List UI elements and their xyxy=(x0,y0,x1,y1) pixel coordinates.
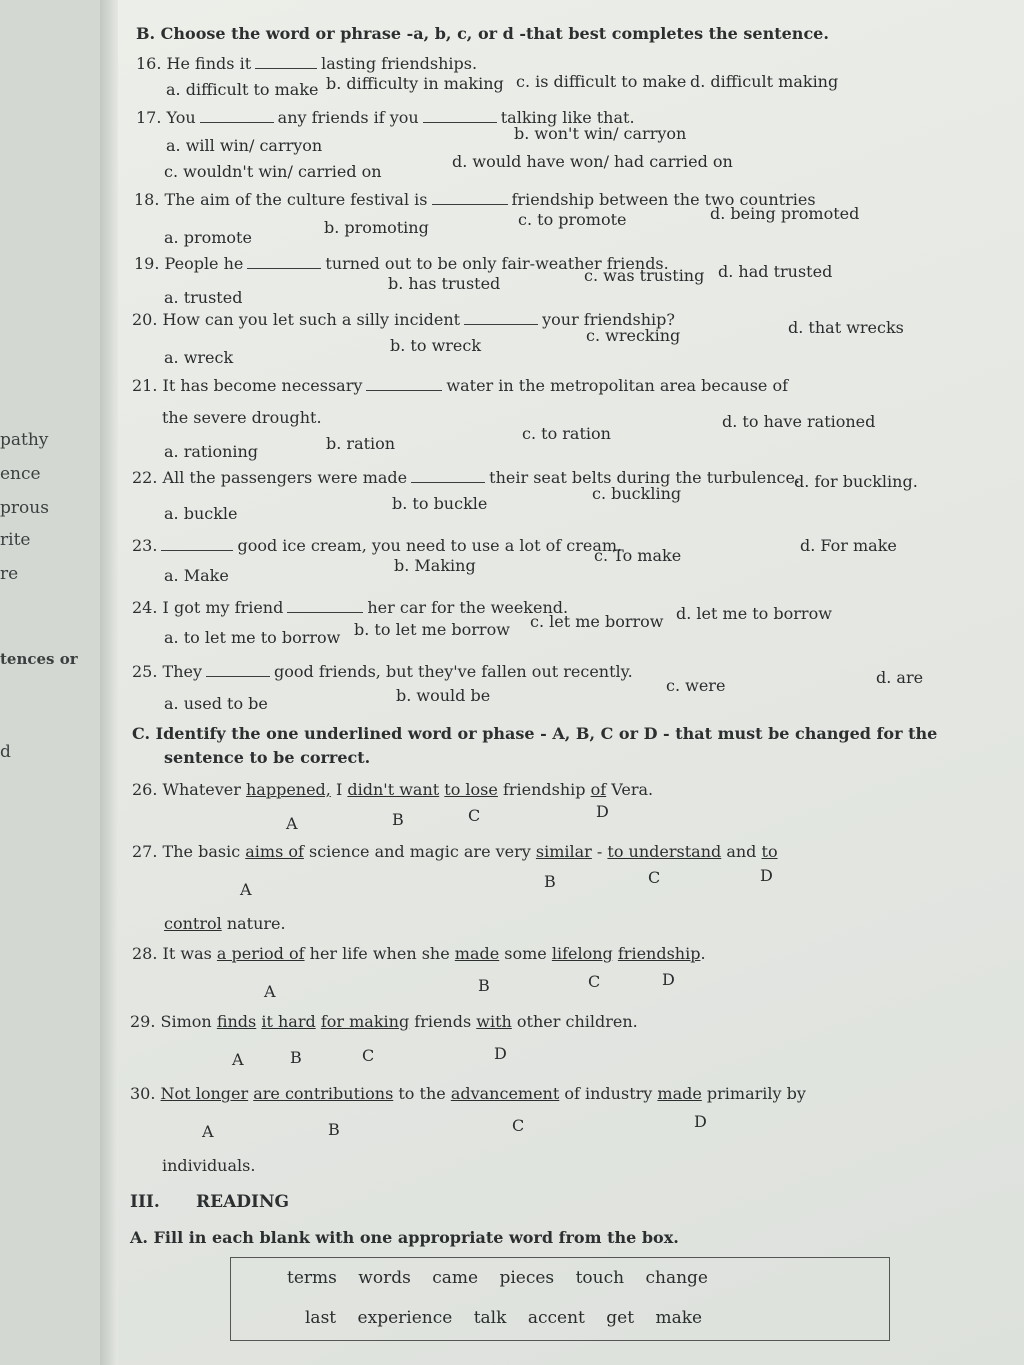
option-24a: a. to let me to borrow xyxy=(164,628,341,647)
letter-28c: C xyxy=(588,972,601,991)
question-17: 17. You any friends if you talking like that. xyxy=(136,108,635,127)
option-19b: b. has trusted xyxy=(388,274,501,293)
section-c-heading: C. Identify the one underlined word or phase - A, B, C or D - that must be changed for the xyxy=(132,724,938,743)
word-box-row-2 xyxy=(305,1308,963,1328)
question-26: 26. Whatever happened, I didn't want to lose friendship of Vera. xyxy=(132,780,654,799)
letter-27c: C xyxy=(648,868,661,887)
reading-sub-heading: A. Fill in each blank with one appropriate word from the box. xyxy=(130,1228,679,1247)
letter-29c: C xyxy=(362,1046,375,1065)
letter-27b: B xyxy=(544,872,556,891)
option-18c: c. to promote xyxy=(518,210,627,229)
option-21d: d. to have rationed xyxy=(722,412,876,431)
option-25a: a. used to be xyxy=(164,694,268,713)
word-box-item: last xyxy=(305,1308,337,1328)
word-box-item: make xyxy=(655,1308,703,1328)
question-23: 23. good ice cream, you need to use a lot of cream. xyxy=(132,536,623,555)
letter-27d: D xyxy=(760,866,773,885)
word-box-item: came xyxy=(432,1268,479,1288)
question-25: 25. They good friends, but they've fallen out recently. xyxy=(132,662,633,681)
word-box-item: get xyxy=(606,1308,635,1328)
word-box xyxy=(230,1257,890,1341)
option-16c: c. is difficult to make xyxy=(516,72,687,91)
option-24b: b. to let me borrow xyxy=(354,620,510,639)
question-28: 28. It was a period of her life when she made some lifelong friendship. xyxy=(132,944,706,963)
section-c-heading-cont: sentence to be correct. xyxy=(164,748,371,767)
letter-27a: A xyxy=(240,880,252,899)
letter-26c: C xyxy=(468,806,481,825)
option-20a: a. wreck xyxy=(164,348,234,367)
left-fragment: tences or xyxy=(0,650,78,668)
letter-26a: A xyxy=(286,814,298,833)
option-20d: d. that wrecks xyxy=(788,318,904,337)
option-22d: d. for buckling. xyxy=(794,472,918,491)
question-19: 19. People he turned out to be only fair-weather friends. xyxy=(134,254,669,273)
option-20c: c. wrecking xyxy=(586,326,681,345)
question-22: 22. All the passengers were made their seat belts during the turbulence. xyxy=(132,468,801,487)
question-29: 29. Simon finds it hard for making friends with other children. xyxy=(130,1012,638,1031)
word-box-item: talk xyxy=(473,1308,507,1328)
option-17c: c. wouldn't win/ carried on xyxy=(164,162,382,181)
left-fragment: rite xyxy=(0,530,31,550)
word-box-item: terms xyxy=(287,1268,337,1288)
letter-30a: A xyxy=(202,1122,214,1141)
question-20: 20. How can you let such a silly incident your friendship? xyxy=(132,310,675,329)
left-fragment: ence xyxy=(0,464,41,484)
letter-26d: D xyxy=(596,802,609,821)
option-25d: d. are xyxy=(876,668,924,687)
option-17b: b. won't win/ carryon xyxy=(514,124,687,143)
letter-29a: A xyxy=(232,1050,244,1069)
word-box-item: pieces xyxy=(499,1268,555,1288)
left-fragment: prous xyxy=(0,498,49,518)
option-23d: d. For make xyxy=(800,536,897,555)
option-21a: a. rationing xyxy=(164,442,259,461)
question-21-continuation: the severe drought. xyxy=(162,408,322,427)
reading-heading-number: III. xyxy=(130,1192,160,1212)
option-24c: c. let me borrow xyxy=(530,612,664,631)
question-27-continuation: control nature. xyxy=(164,914,286,933)
option-18b: b. promoting xyxy=(324,218,429,237)
letter-30b: B xyxy=(328,1120,340,1139)
option-18d: d. being promoted xyxy=(710,204,860,223)
letter-28d: D xyxy=(662,970,675,989)
letter-28b: B xyxy=(478,976,490,995)
option-21b: b. ration xyxy=(326,434,396,453)
option-23a: a. Make xyxy=(164,566,229,585)
question-21: 21. It has become necessary water in the metropolitan area because of xyxy=(132,376,789,395)
question-16: 16. He finds it lasting friendships. xyxy=(136,54,478,73)
option-22b: b. to buckle xyxy=(392,494,488,513)
word-box-item: accent xyxy=(527,1308,585,1328)
option-25b: b. would be xyxy=(396,686,491,705)
option-16b: b. difficulty in making xyxy=(326,74,504,93)
letter-26b: B xyxy=(392,810,404,829)
word-box-row-1 xyxy=(287,1268,945,1288)
option-23c: c. To make xyxy=(594,546,682,565)
book-gutter xyxy=(100,0,118,1365)
option-17d: d. would have won/ had carried on xyxy=(452,152,733,171)
left-fragment: d xyxy=(0,742,11,762)
option-19a: a. trusted xyxy=(164,288,243,307)
letter-29b: B xyxy=(290,1048,302,1067)
option-22c: c. buckling xyxy=(592,484,682,503)
option-16d: d. difficult making xyxy=(690,72,839,91)
left-page-edge xyxy=(0,0,108,1365)
option-17a: a. will win/ carryon xyxy=(166,136,323,155)
option-24d: d. let me to borrow xyxy=(676,604,832,623)
question-24: 24. I got my friend her car for the weekend. xyxy=(132,598,569,617)
letter-30c: C xyxy=(512,1116,525,1135)
option-18a: a. promote xyxy=(164,228,252,247)
option-23b: b. Making xyxy=(394,556,476,575)
word-box-item: experience xyxy=(357,1308,453,1328)
word-box-item: touch xyxy=(575,1268,625,1288)
letter-29d: D xyxy=(494,1044,507,1063)
section-b-heading: B. Choose the word or phrase -a, b, c, or d -that best completes the sentence. xyxy=(136,24,829,43)
reading-heading: READING xyxy=(196,1192,290,1212)
letter-28a: A xyxy=(264,982,276,1001)
option-19c: c. was trusting xyxy=(584,266,705,285)
option-16a: a. difficult to make xyxy=(166,80,319,99)
question-30-continuation: individuals. xyxy=(162,1156,256,1175)
letter-30d: D xyxy=(694,1112,707,1131)
option-21c: c. to ration xyxy=(522,424,611,443)
question-30: 30. Not longer are contributions to the advancement of industry made primarily by xyxy=(130,1084,806,1103)
left-fragment: pathy xyxy=(0,430,49,450)
option-19d: d. had trusted xyxy=(718,262,833,281)
word-box-item: words xyxy=(358,1268,411,1288)
word-box-item: change xyxy=(645,1268,708,1288)
option-22a: a. buckle xyxy=(164,504,238,523)
option-25c: c. were xyxy=(666,676,726,695)
option-20b: b. to wreck xyxy=(390,336,482,355)
question-18: 18. The aim of the culture festival is friendship between the two countries xyxy=(134,190,816,209)
left-fragment: re xyxy=(0,564,19,584)
question-27: 27. The basic aims of science and magic are very similar - to understand and to xyxy=(132,842,778,861)
